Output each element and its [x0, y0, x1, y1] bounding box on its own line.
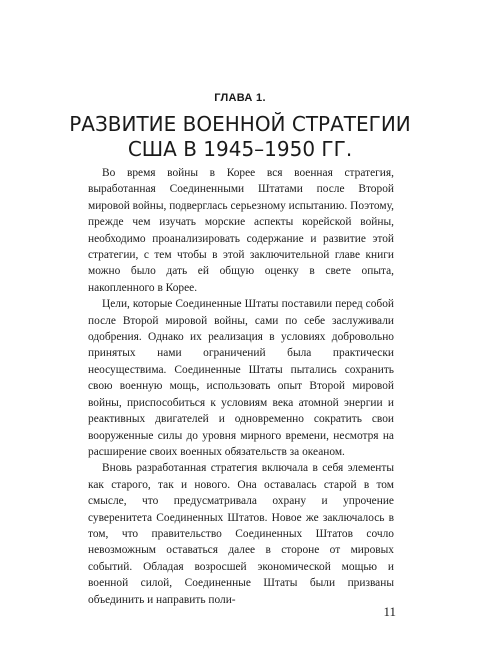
- chapter-title-line-1: РАЗВИТИЕ ВОЕННОЙ СТРАТЕГИИ: [69, 112, 411, 136]
- paragraph-3: Вновь разработанная стратегия включала в себя элементы как старого, так и нового. Она оставалась старой в том смысле, что предусматривала охрану и упрочение суверенитета Соединенных Штатов. Новое же заключалось в том, что правительство Соединенных Штатов сочло невозможным оставаться далее в стороне от мировых событий. Обладая возросшей экономической мощью и военной силой, Соединенные Штаты были призваны объединить и направить поли-: [88, 462, 394, 606]
- paragraph-1: Во время войны в Корее вся военная стратегия, выработанная Соединенными Штатами после Второй мировой войны, подверглась серьезному испытанию. Поэтому, прежде чем изучать морские аспекты корейской войны, необходимо проанализировать содержание и развитие этой стратегии, с тем чтобы в этой заключительной главе книги можно было дать ей общую оценку в свете опыта, накопленного в Корее.: [88, 167, 394, 294]
- chapter-title: [0, 112, 480, 162]
- paragraph-2: Цели, которые Соединенные Штаты поставили перед собой после Второй мировой войны, сами по себе заслуживали одобрения. Однако их реализация в условиях добровольно принятых нами ограничений была практически неосуществима. Соединенные Штаты пытались сохранить свою военную мощь, использовать опыт Второй мировой войны, приспособиться к условиям века атомной энергии и реактивных двигателей и одновременно сократить свои вооруженные силы до уровня мирного времени, несмотря на расширение своих военных обязательств за океаном.: [88, 298, 394, 458]
- chapter-label: ГЛАВА 1.: [214, 92, 266, 104]
- body-text: [88, 165, 394, 608]
- page-number: 11: [383, 604, 396, 619]
- chapter-title-line-2: США В 1945–1950 ГГ.: [127, 137, 353, 161]
